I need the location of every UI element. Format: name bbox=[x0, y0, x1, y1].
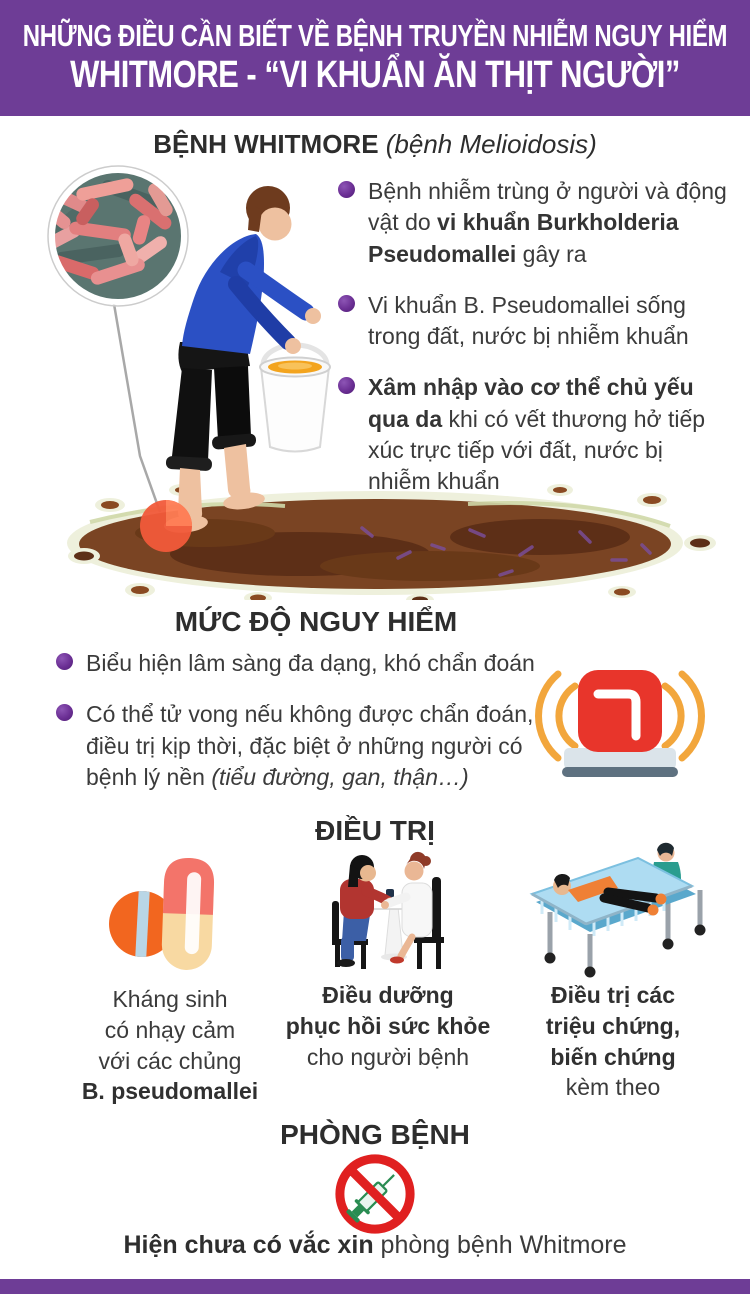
bullet-dot-icon bbox=[338, 295, 355, 312]
bullet-dot-icon bbox=[338, 181, 355, 198]
face bbox=[259, 208, 292, 241]
bullet-dot-icon bbox=[56, 704, 73, 721]
list-item bbox=[338, 290, 730, 353]
treatment-column-symptoms bbox=[506, 980, 720, 1103]
treatment-line: biến chứng bbox=[550, 1043, 676, 1070]
text-segment-italic: (tiểu đường, gan, thận…) bbox=[211, 763, 469, 790]
footer-bar bbox=[0, 1279, 750, 1294]
treatment-line: phục hồi sức khỏe bbox=[285, 1012, 491, 1039]
text-segment: phòng bệnh Whitmore bbox=[373, 1231, 627, 1259]
treatment-line: triệu chứng, bbox=[545, 1012, 681, 1039]
text-segment: Vi khuẩn B. Pseudomallei sống trong đất, nước bị nhiễm khuẩn bbox=[368, 291, 689, 350]
bullet-text: Biểu hiện lâm sàng đa dạng, khó chẩn đoán bbox=[86, 650, 535, 676]
treatment-column-nursing bbox=[256, 980, 520, 1072]
treatment-line: Kháng sinh bbox=[112, 986, 228, 1012]
list-item bbox=[56, 699, 548, 793]
siren-icon bbox=[534, 654, 706, 794]
treatment-line: cho người bệnh bbox=[306, 1043, 470, 1070]
text-segment-bold: vi khuẩn Burkholderia Pseudomallei bbox=[368, 209, 679, 267]
text-segment: gây ra bbox=[516, 240, 587, 267]
treatment-line: kèm theo bbox=[565, 1074, 661, 1101]
about-title-bold: BỆNH WHITMORE bbox=[153, 129, 379, 159]
inset-connector-line bbox=[114, 304, 160, 512]
no-vaccine-icon bbox=[330, 1149, 420, 1239]
section-title-danger: MỨC ĐỘ NGUY HIỂM bbox=[174, 606, 458, 637]
bullet-text bbox=[368, 290, 730, 353]
header-line1: NHỮNG ĐIỀU CẦN BIẾT VỀ BỆNH TRUYỀN NHIỄM NGUY HIỂM bbox=[22, 19, 728, 54]
section-title-prevention: PHÒNG BỆNH bbox=[280, 1119, 470, 1150]
text-segment-bold: Hiện chưa có vắc xin bbox=[123, 1231, 374, 1259]
bullet-dot-icon bbox=[338, 377, 355, 394]
treatment-line: với các chủng bbox=[98, 1047, 242, 1074]
bacteria-micrograph-inset bbox=[41, 166, 188, 306]
consultation-illustration bbox=[286, 849, 491, 979]
about-title-italic: (bệnh Melioidosis) bbox=[378, 129, 597, 159]
treatment-line: Điều trị các bbox=[551, 982, 675, 1008]
treatment-line: có nhạy cảm bbox=[104, 1016, 236, 1043]
section-title-about bbox=[0, 129, 750, 160]
pills-icon bbox=[98, 854, 253, 978]
bullet-text bbox=[368, 176, 730, 270]
treatment-line: B. pseudomallei bbox=[81, 1078, 259, 1105]
list-item bbox=[338, 372, 730, 497]
hospital-bed-illustration bbox=[516, 840, 731, 978]
header-banner bbox=[0, 0, 750, 116]
header-line2: WHITMORE - “VI KHUẨN ĂN THỊT NGƯỜI” bbox=[70, 53, 680, 96]
bullet-text bbox=[86, 699, 548, 793]
list-item bbox=[338, 176, 730, 270]
text-segment: Bệnh nhiễm trùng ở người và động vật do bbox=[368, 178, 727, 236]
about-bullet-list bbox=[338, 176, 730, 517]
bullet-text bbox=[368, 372, 730, 497]
text-segment: khi có vết thương hở tiếp xúc trực tiếp với đất, nước bị nhiễm khuẩn bbox=[368, 405, 706, 495]
treatment-line: Điều dưỡng bbox=[322, 982, 454, 1008]
text-segment-bold: Xâm nhập vào cơ thể chủ yếu qua da bbox=[368, 374, 694, 432]
wound-spot bbox=[140, 500, 192, 552]
section-title-treatment: ĐIỀU TRỊ bbox=[315, 815, 435, 846]
bucket bbox=[260, 345, 330, 452]
prevention-note bbox=[0, 1231, 750, 1260]
danger-bullet-list bbox=[56, 648, 548, 813]
text-segment: Có thể tử vong nếu không được chẩn đoán, điều trị kịp thời, đặc biệt ở những người có bệnh lý nền bbox=[86, 701, 534, 790]
bullet-dot-icon bbox=[56, 653, 73, 670]
list-item bbox=[56, 648, 548, 679]
